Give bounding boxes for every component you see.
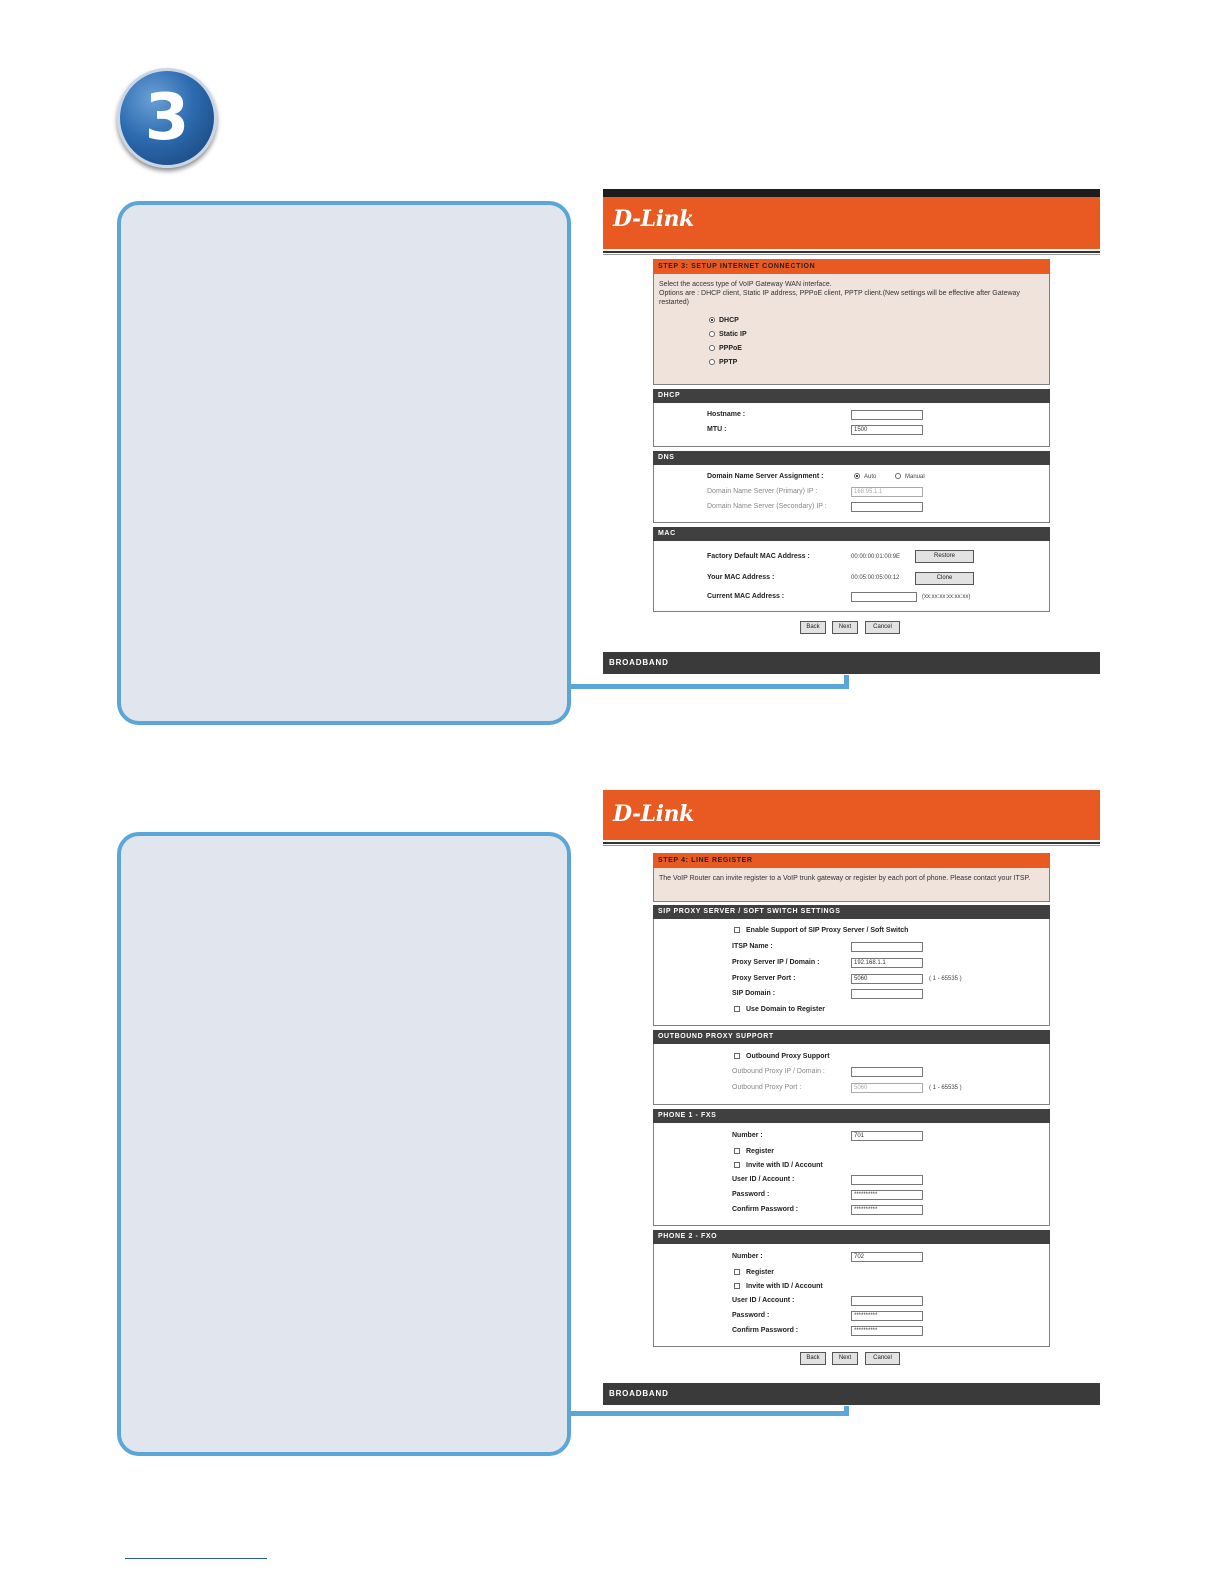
dns-assignment-label: Domain Name Server Assignment : (707, 473, 824, 480)
footer-divider (125, 1558, 267, 1559)
radio-icon[interactable] (854, 473, 860, 479)
dlink-logo: D-Link (613, 801, 694, 827)
sip-domain-input[interactable] (851, 989, 923, 999)
mtu-input[interactable]: 1500 (851, 425, 923, 435)
port-range-hint: ( 1 - 65535 ) (929, 976, 962, 982)
port-range-hint: ( 1 - 65535 ) (929, 1085, 962, 1091)
dns-secondary-label: Domain Name Server (Secondary) IP : (707, 503, 827, 510)
proxy-port-input[interactable]: 5060 (851, 974, 923, 984)
current-mac-input[interactable] (851, 592, 917, 602)
radio-icon[interactable] (709, 345, 715, 351)
outbound-ip-label: Outbound Proxy IP / Domain : (732, 1068, 825, 1075)
connector-line (569, 684, 849, 689)
section-title: PHONE 1 - FXS (653, 1109, 1050, 1123)
your-mac-value: 00:05:00:05:00:12 (851, 575, 900, 581)
section-title: DNS (653, 451, 1050, 465)
confirm-password-label: Confirm Password : (732, 1327, 799, 1334)
setup-internet-panel (653, 259, 1050, 385)
callout-box-step4 (117, 832, 571, 1456)
radio-icon[interactable] (709, 359, 715, 365)
sip-proxy-panel (653, 905, 1050, 1026)
phone1-number-input[interactable]: 701 (851, 1131, 923, 1141)
proxy-ip-input[interactable]: 192.168.1.1 (851, 958, 923, 968)
intro-text: The VoIP Router can invite register to a VoIP trunk gateway or register by each port of phone. Please contact your ITSP. (654, 868, 1049, 901)
factory-mac-label: Factory Default MAC Address : (707, 553, 810, 560)
phone1-password-input[interactable]: ********** (851, 1190, 923, 1200)
header-bar (603, 197, 1100, 249)
section-title: STEP 3: SETUP INTERNET CONNECTION (653, 260, 1050, 274)
router-screen-step4 (603, 790, 1100, 1406)
section-title: STEP 4: LINE REGISTER (653, 854, 1050, 868)
next-button[interactable]: Next (832, 621, 858, 634)
enable-sip-checkbox[interactable]: Enable Support of SIP Proxy Server / Soft Switch (734, 927, 908, 934)
dns-secondary-input[interactable] (851, 502, 923, 512)
phone2-number-input[interactable]: 702 (851, 1252, 923, 1262)
current-mac-hint: (xx:xx:xx:xx:xx:xx) (922, 594, 971, 600)
confirm-password-label: Confirm Password : (732, 1206, 799, 1213)
back-button[interactable]: Back (800, 621, 826, 634)
checkbox-icon[interactable] (734, 1269, 740, 1275)
section-title: SIP PROXY SERVER / SOFT SWITCH SETTINGS (653, 905, 1050, 919)
outbound-ip-input[interactable] (851, 1067, 923, 1077)
phone1-userid-input[interactable] (851, 1175, 923, 1185)
intro-text (654, 274, 1049, 384)
radio-icon[interactable] (709, 317, 715, 323)
your-mac-label: Your MAC Address : (707, 574, 775, 581)
back-button[interactable]: Back (800, 1352, 826, 1365)
dns-manual-option[interactable]: Manual (895, 473, 925, 480)
callout-box-step3 (117, 201, 571, 725)
header-divider (603, 842, 1100, 844)
connector-line (569, 1411, 849, 1416)
header-divider (603, 251, 1100, 253)
itsp-name-input[interactable] (851, 942, 923, 952)
section-title: MAC (653, 527, 1050, 541)
phone1-panel (653, 1109, 1050, 1226)
phone2-userid-input[interactable] (851, 1296, 923, 1306)
outbound-support-checkbox[interactable]: Outbound Proxy Support (734, 1053, 830, 1060)
password-label: Password : (732, 1191, 770, 1198)
phone2-confirm-input[interactable]: ********** (851, 1326, 923, 1336)
dns-panel (653, 451, 1050, 523)
number-label: Number : (732, 1132, 763, 1139)
wan-option-dhcp[interactable]: DHCP (709, 316, 739, 325)
checkbox-icon[interactable] (734, 1053, 740, 1059)
outbound-port-input[interactable]: 5060 (851, 1083, 923, 1093)
wan-option-pptp[interactable]: PPTP (709, 358, 737, 367)
proxy-port-label: Proxy Server Port : (732, 975, 796, 982)
step-number-badge (117, 68, 217, 168)
checkbox-icon[interactable] (734, 1162, 740, 1168)
sip-domain-label: SIP Domain : (732, 990, 776, 997)
next-button[interactable]: Next (832, 1352, 858, 1365)
hostname-label: Hostname : (707, 411, 746, 418)
proxy-ip-label: Proxy Server IP / Domain : (732, 959, 820, 966)
phone2-register-checkbox[interactable]: Register (734, 1269, 774, 1276)
checkbox-icon[interactable] (734, 1006, 740, 1012)
phone2-panel (653, 1230, 1050, 1347)
phone2-invite-checkbox[interactable]: Invite with ID / Account (734, 1283, 823, 1290)
current-mac-label: Current MAC Address : (707, 593, 785, 600)
radio-icon[interactable] (895, 473, 901, 479)
phone1-register-checkbox[interactable]: Register (734, 1148, 774, 1155)
checkbox-icon[interactable] (734, 927, 740, 933)
checkbox-icon[interactable] (734, 1283, 740, 1289)
line-register-panel (653, 853, 1050, 902)
number-label: Number : (732, 1253, 763, 1260)
restore-button[interactable]: Restore (915, 550, 974, 563)
mtu-label: MTU : (707, 426, 727, 433)
checkbox-icon[interactable] (734, 1148, 740, 1154)
dns-primary-input[interactable]: 168.95.1.1 (851, 487, 923, 497)
phone2-password-input[interactable]: ********** (851, 1311, 923, 1321)
top-bar (603, 189, 1100, 197)
section-title: PHONE 2 - FXO (653, 1230, 1050, 1244)
footer-bar: BROADBAND (603, 1383, 1100, 1405)
outbound-port-label: Outbound Proxy Port : (732, 1084, 802, 1091)
cancel-button[interactable]: Cancel (865, 1352, 900, 1365)
wan-option-pppoe[interactable]: PPPoE (709, 344, 742, 353)
radio-icon[interactable] (709, 331, 715, 337)
section-title: OUTBOUND PROXY SUPPORT (653, 1030, 1050, 1044)
use-domain-checkbox[interactable]: Use Domain to Register (734, 1006, 825, 1013)
dlink-logo: D-Link (613, 206, 694, 232)
wan-option-static-ip[interactable]: Static IP (709, 330, 747, 339)
intro-line: Select the access type of VoIP Gateway WAN interface. (659, 281, 832, 288)
intro-line: Options are : DHCP client, Static IP address, PPPoE client, PPTP client.(New settings will be effective after Gateway restarted) (659, 290, 1020, 306)
section-title: DHCP (653, 389, 1050, 403)
factory-mac-value: 00:00:00:01:00:9E (851, 554, 901, 560)
header-bar (603, 790, 1100, 840)
phone1-confirm-input[interactable]: ********** (851, 1205, 923, 1215)
cancel-button[interactable]: Cancel (865, 621, 900, 634)
outbound-proxy-panel (653, 1030, 1050, 1105)
itsp-name-label: ITSP Name : (732, 943, 773, 950)
dns-auto-option[interactable]: Auto (854, 473, 876, 480)
step-number: 3 (144, 81, 190, 155)
dns-primary-label: Domain Name Server (Primary) IP : (707, 488, 818, 495)
password-label: Password : (732, 1312, 770, 1319)
userid-label: User ID / Account : (732, 1297, 795, 1304)
userid-label: User ID / Account : (732, 1176, 795, 1183)
mac-panel (653, 527, 1050, 612)
clone-button[interactable]: Clone (915, 572, 974, 585)
phone1-invite-checkbox[interactable]: Invite with ID / Account (734, 1162, 823, 1169)
hostname-input[interactable] (851, 410, 923, 420)
dhcp-panel (653, 389, 1050, 447)
router-screen-step3 (603, 189, 1100, 675)
footer-bar: BROADBAND (603, 652, 1100, 674)
